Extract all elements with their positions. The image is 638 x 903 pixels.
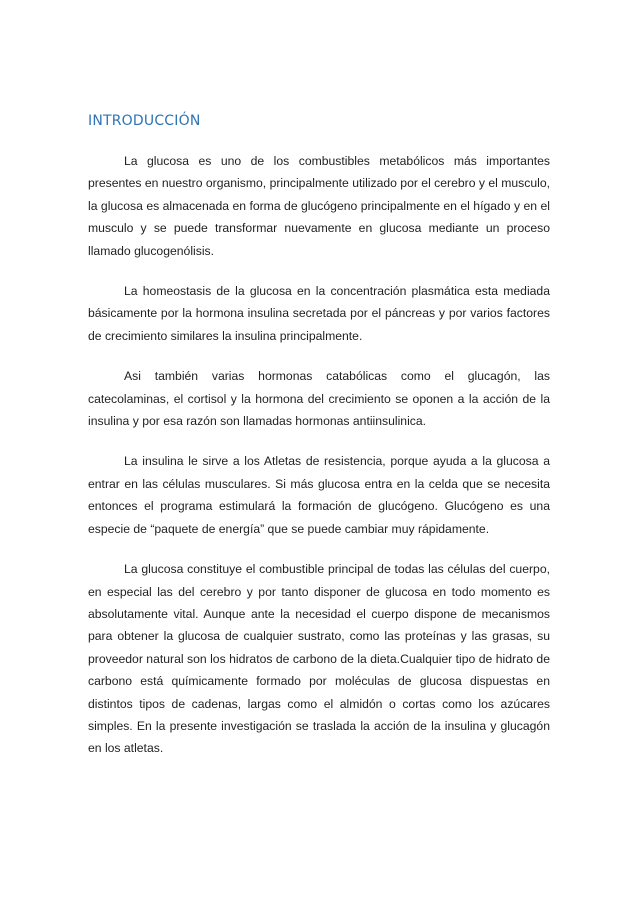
paragraph-insulin-athletes: La insulina le sirve a los Atletas de resistencia, porque ayuda a la glucosa a entrar en las células musculares. Si más glucosa entra en la celda que se necesita entonces el programa estimulará la formación de glucógeno. Glucógeno es una especie de “paquete de energía” que se puede cambiar muy rápidamente. [88,454,550,536]
body-text [88,150,550,778]
section-heading: INTRODUCCIÓN [88,113,201,129]
paragraph-glucose-fuel: La glucosa constituye el combustible principal de todas las células del cuerpo, en especial las del cerebro y por tanto disponer de glucosa en todo momento es absolutamente vital. Aunque ante la necesidad el cuerpo dispone de mecanismos para obtener la glucosa de cualquier sustrato, como las proteínas y las grasas, su proveedor natural son los hidratos de carbono de la dieta.Cualquier tipo de hidrato de carbono está químicamente formado por moléculas de glucosa dispuestas en distintos tipos de cadenas, largas como el almidón o cortas como los azúcares simples. En la presente investigación se traslada la acción de la insulina y glucagón en los atletas. [88,562,550,756]
paragraph-catabolic-hormones: Asi también varias hormonas catabólicas como el glucagón, las catecolaminas, el cortisol y la hormona del crecimiento se oponen a la acción de la insulina y por esa razón son llamadas hormonas antiinsulinica. [88,369,550,429]
paragraph-homeostasis: La homeostasis de la glucosa en la concentración plasmática esta mediada básicamente por la hormona insulina secretada por el páncreas y por varios factores de crecimiento similares la insulina principalmente. [88,284,550,343]
paragraph-glucose-intro: La glucosa es uno de los combustibles metabólicos más importantes presentes en nuestro organismo, principalmente utilizado por el cerebro y el musculo, la glucosa es almacenada en forma de glucógeno principalmente en el hígado y en el musculo y se puede transformar nuevamente en glucosa mediante un proceso llamado glucogenólisis. [88,154,551,258]
